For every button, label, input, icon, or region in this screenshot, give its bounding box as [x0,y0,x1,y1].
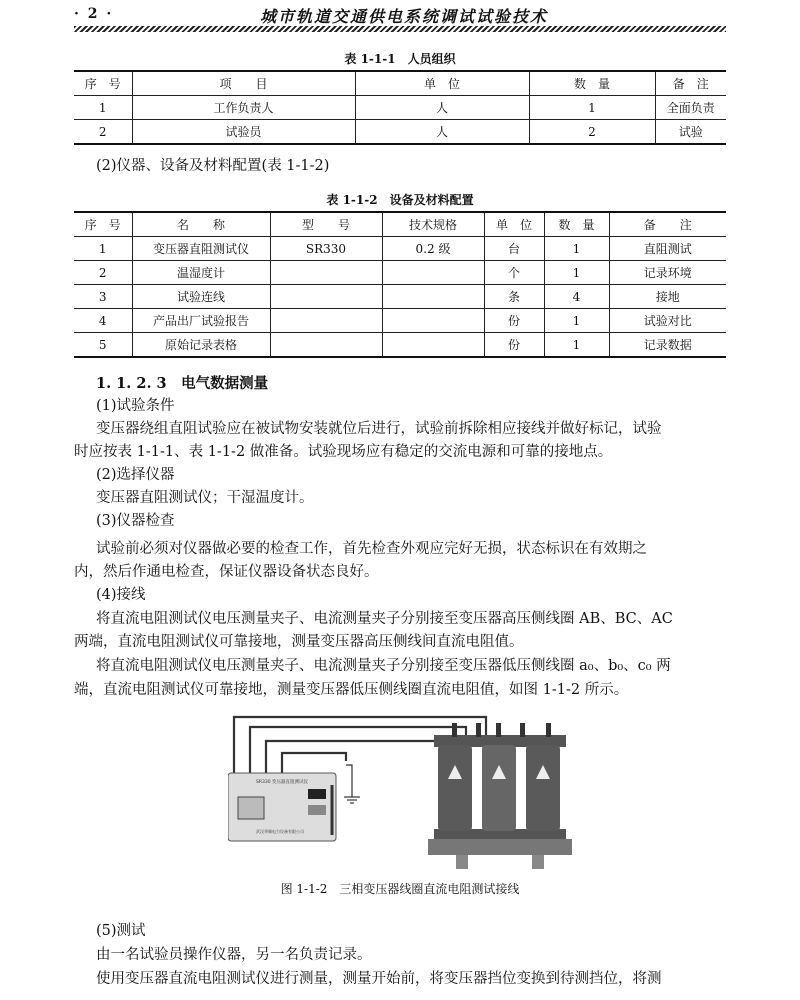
cell: 1 [74,237,132,261]
col-header: 数 量 [529,71,655,96]
cell: 份 [484,309,544,333]
figure-caption: 图 1-1-2 三相变压器线圈直流电阻测试接线 [280,882,520,896]
cell: 试验对比 [609,309,726,333]
paragraph-line: 变压器绕组直阻试验应在被试物安装就位后进行，试验前拆除相应接线并做好标记，试验 [96,421,662,437]
cell: 试验连线 [132,285,270,309]
book-title: 城市轨道交通供电系统调试试验技术 [260,7,549,26]
cell [270,309,382,333]
cell: 试验员 [132,120,355,145]
cell: 0.2 级 [382,237,484,261]
cell: 全面负责 [655,96,726,120]
ground-symbol [344,797,360,803]
three-phase-transformer [428,723,572,869]
page-number: · 2 · [74,6,114,22]
cell [270,261,382,285]
cell [382,261,484,285]
cell [270,333,382,358]
instruments-heading: (2)仪器、设备及材料配置(表 1-1-2) [96,158,330,174]
paragraph-line: 变压器直阻测试仪；干湿温度计。 [96,490,314,506]
cell: 2 [529,120,655,145]
paragraph-line: 将直流电阻测试仪电压测量夹子、电流测量夹子分别接至变压器高压侧线圈 AB、BC、AC [96,611,673,627]
col-header: 备 注 [609,212,726,237]
subheading-wiring: (4)接线 [96,587,146,603]
cell: SR330 [270,237,382,261]
cell: 产品出厂试验报告 [132,309,270,333]
cell: 5 [74,333,132,358]
cell: 人 [355,96,529,120]
cell: 1 [544,237,609,261]
page-header [0,0,800,34]
cell: 工作负责人 [132,96,355,120]
table-header-row [74,212,726,237]
personnel-table [74,70,726,145]
col-header: 单 位 [355,71,529,96]
cell [382,309,484,333]
cell [382,333,484,358]
cell: 台 [484,237,544,261]
paragraph-line: 使用变压器直流电阻测试仪进行测量，测量开始前，将变压器挡位变换到待测挡位，将测 [96,971,662,987]
cell: 变压器直阻测试仪 [132,237,270,261]
cell: 原始记录表格 [132,333,270,358]
table1-caption: 表 1-1-1 人员组织 [344,52,456,66]
cell: 1 [544,309,609,333]
col-header: 序 号 [74,212,132,237]
cell: 2 [74,120,132,145]
section-title: 1. 1. 2. 3 电气数据测量 [96,375,269,392]
cell: 温湿度计 [132,261,270,285]
table-header-row [74,71,726,96]
subheading-select-instrument: (2)选择仪器 [96,467,175,483]
paragraph-line: 内，然后作通电检查，保证仪器设备状态良好。 [74,564,379,580]
table-row [74,237,726,261]
device-label: SR330 变压器直阻测试仪 [255,780,309,785]
cell [270,285,382,309]
table-row [74,96,726,120]
cell: 试验 [655,120,726,145]
col-header: 数 量 [544,212,609,237]
maker-label: 武汉华顺电力设备有限公司 [256,829,304,834]
cell: 记录数据 [609,333,726,358]
table-row [74,333,726,358]
col-header: 序 号 [74,71,132,96]
cell: 份 [484,333,544,358]
col-header: 技术规格 [382,212,484,237]
cell: 1 [544,333,609,358]
cell: 直阻测试 [609,237,726,261]
col-header: 单 位 [484,212,544,237]
wiring-diagram [228,705,584,873]
cell: 个 [484,261,544,285]
table-row [74,309,726,333]
cell: 1 [74,96,132,120]
header-rule [74,26,726,32]
table2-caption: 表 1-1-2 设备及材料配置 [326,193,474,207]
paragraph-line: 将直流电阻测试仪电压测量夹子、电流测量夹子分别接至变压器低压侧线圈 a₀、b₀、c₀ 两 [96,658,671,674]
paragraph-line: 两端，直流电阻测试仪可靠接地，测量变压器高压侧线间直流电阻值。 [74,634,524,650]
paragraph-line: 端，直流电阻测试仪可靠接地，测量变压器低压侧线圈直流电阻值，如图 1-1-2 所示。 [74,682,629,698]
cell: 1 [544,261,609,285]
paragraph-line: 时应按表 1-1-1、表 1-1-2 做准备。试验现场应有稳定的交流电源和可靠的接地点。 [74,444,613,460]
cell: 3 [74,285,132,309]
paragraph-line: 由一名试验员操作仪器，另一名负责记录。 [96,947,372,963]
paragraph-line: 试验前必须对仪器做必要的检查工作，首先检查外观应完好无损，状态标识在有效期之 [96,541,647,557]
equipment-table [74,211,726,358]
subheading-instrument-check: (3)仪器检查 [96,513,175,529]
cell: 2 [74,261,132,285]
cell: 4 [544,285,609,309]
col-header: 名 称 [132,212,270,237]
table-row [74,261,726,285]
subheading-test: (5)测试 [96,923,146,939]
cell [382,285,484,309]
cell: 记录环境 [609,261,726,285]
table-row [74,120,726,145]
col-header: 型 号 [270,212,382,237]
col-header: 备 注 [655,71,726,96]
cell: 接地 [609,285,726,309]
subheading-test-conditions: (1)试验条件 [96,398,175,414]
col-header: 项 目 [132,71,355,96]
cell: 4 [74,309,132,333]
cell: 条 [484,285,544,309]
cell: 1 [529,96,655,120]
cell: 人 [355,120,529,145]
table-row [74,285,726,309]
